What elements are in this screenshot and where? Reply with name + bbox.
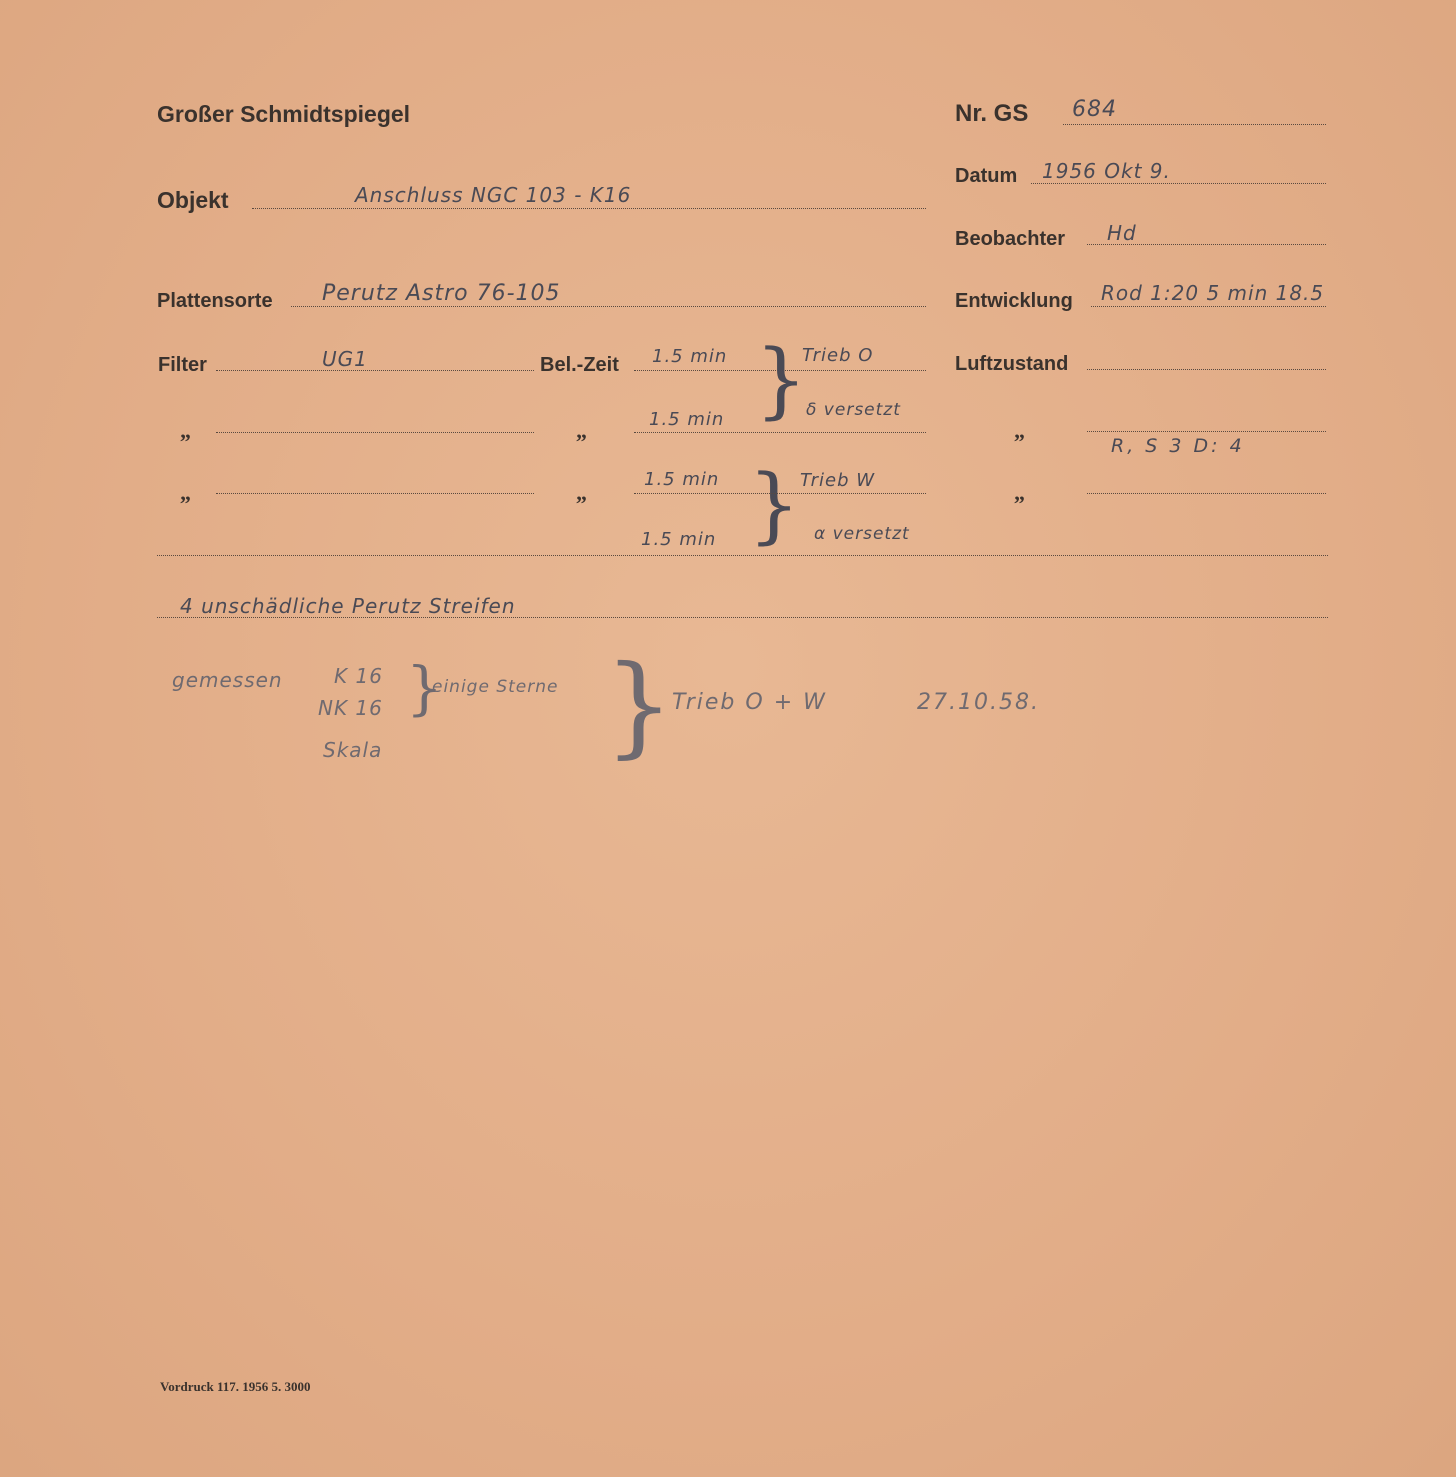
entwicklung-value: Rod 1:20 5 min 18.5 (1101, 281, 1325, 305)
nr-value: 684 (1072, 97, 1117, 122)
datum-value: 1956 Okt 9. (1042, 159, 1171, 183)
exposure-4: 1.5 min (641, 529, 717, 550)
exposure-note-1: Trieb O (802, 345, 874, 366)
ditto-luft-3: „ (1014, 480, 1025, 505)
measured-stars: einige Sterne (432, 677, 559, 697)
exposure-note-4: α versetzt (814, 524, 910, 544)
ditto-filter-3: „ (180, 480, 191, 505)
remarks-line-2 (157, 617, 1328, 618)
measured-item-2: NK 16 (318, 696, 383, 720)
remark-note: 4 unschädliche Perutz Streifen (180, 594, 516, 618)
belzeit-line-2 (634, 432, 926, 433)
filter-line-2 (216, 432, 534, 433)
luftzustand-line-2 (1087, 431, 1326, 432)
luftzustand-label: Luftzustand (955, 353, 1069, 375)
belzeit-label: Bel.-Zeit (540, 354, 619, 376)
exposure-note-2: δ versetzt (806, 400, 901, 420)
beobachter-label: Beobachter (955, 228, 1066, 250)
exposure-3: 1.5 min (644, 469, 720, 490)
exposure-2: 1.5 min (649, 409, 725, 430)
pencil-brace-2: } (604, 641, 674, 769)
ditto-filter-2: „ (180, 418, 191, 443)
exposure-note-3: Trieb W (800, 470, 876, 491)
plattensorte-line (291, 306, 926, 307)
remarks-line-1 (157, 555, 1328, 556)
filter-label: Filter (158, 354, 207, 376)
datum-label: Datum (955, 165, 1018, 187)
measured-item-3: Skala (323, 738, 383, 762)
entwicklung-label: Entwicklung (955, 290, 1073, 312)
form-title: Großer Schmidtspiegel (157, 101, 411, 127)
plattensorte-label: Plattensorte (157, 290, 273, 312)
beobachter-line (1087, 244, 1326, 245)
ditto-luft-2: „ (1014, 418, 1025, 443)
plattensorte-value: Perutz Astro 76-105 (322, 281, 561, 306)
ditto-belzeit-3: „ (576, 480, 587, 505)
form-footer: Vordruck 117. 1956 5. 3000 (160, 1379, 311, 1394)
ditto-belzeit-2: „ (576, 418, 587, 443)
beobachter-value: Hd (1107, 221, 1137, 245)
measured-item-1: K 16 (334, 664, 383, 688)
exposure-1: 1.5 min (652, 346, 728, 367)
nr-line (1063, 124, 1326, 125)
pencil-brace-1: } (406, 654, 443, 722)
filter-line-1 (216, 370, 534, 371)
datum-line (1031, 183, 1326, 184)
brace-2: } (748, 458, 801, 553)
entwicklung-line (1091, 306, 1326, 307)
luftzustand-line-1 (1087, 369, 1326, 370)
filter-line-3 (216, 493, 534, 494)
objekt-value: Anschluss NGC 103 - K16 (355, 183, 632, 207)
objekt-label: Objekt (157, 187, 229, 213)
filter-value: UG1 (322, 347, 368, 371)
luftzustand-line-3 (1087, 493, 1326, 494)
luftzustand-value: R, S 3 D: 4 (1111, 435, 1245, 457)
brace-1: } (755, 333, 808, 428)
measured-summary: Trieb O + W (672, 690, 827, 715)
objekt-line (252, 208, 926, 209)
belzeit-line-3 (634, 493, 926, 494)
measured-date: 27.10.58. (917, 690, 1040, 715)
nr-label: Nr. GS (955, 100, 1029, 127)
measured-label: gemessen (172, 668, 283, 692)
